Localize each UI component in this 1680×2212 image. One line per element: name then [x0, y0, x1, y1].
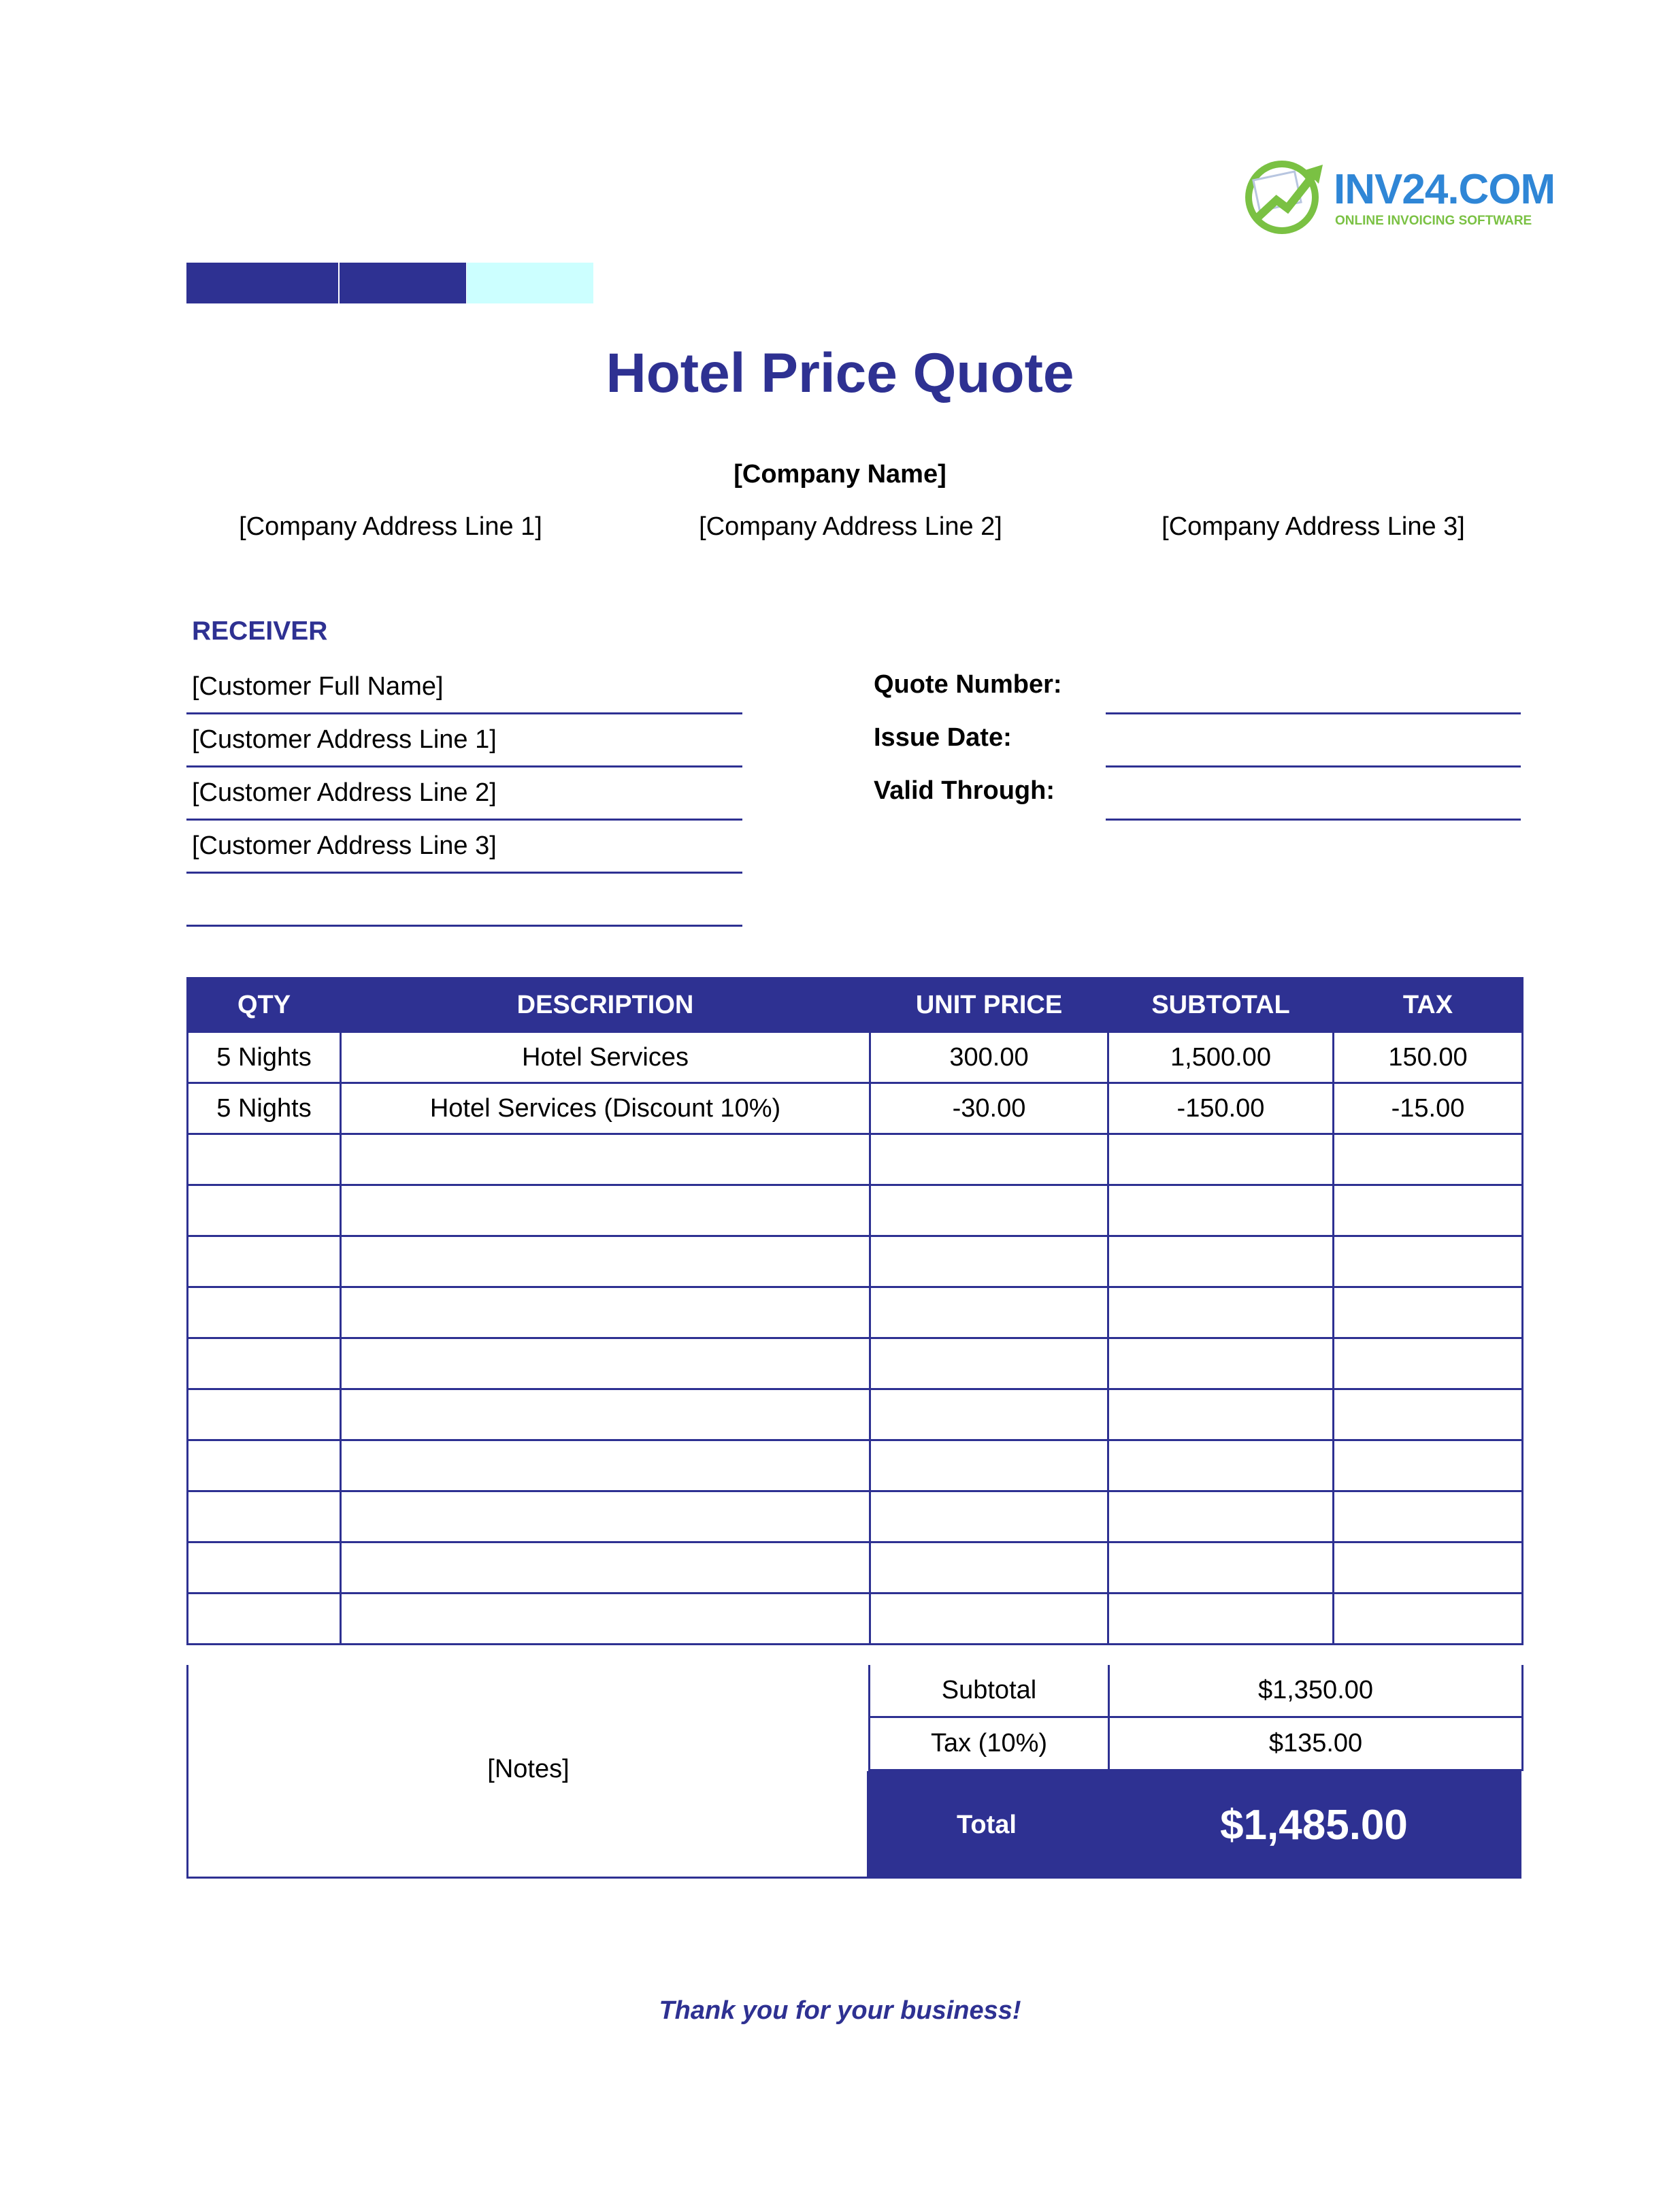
cell-description[interactable]	[341, 1594, 870, 1645]
total-label: Total	[957, 1810, 1017, 1839]
table-row	[188, 1287, 1523, 1338]
cell-subtotal[interactable]: -150.00	[1108, 1083, 1334, 1134]
cell-unit-price[interactable]	[870, 1236, 1108, 1287]
table-row	[188, 1134, 1523, 1185]
cell-description[interactable]	[341, 1389, 870, 1440]
cell-qty[interactable]	[188, 1338, 341, 1389]
accent-bar-dark-2	[340, 263, 466, 303]
receiver-heading: RECEIVER	[192, 616, 328, 646]
cell-subtotal[interactable]	[1108, 1594, 1334, 1645]
cell-subtotal[interactable]	[1108, 1542, 1334, 1594]
table-row	[188, 1185, 1523, 1236]
notes-text: [Notes]	[487, 1755, 570, 1783]
cell-qty[interactable]	[188, 1389, 341, 1440]
cell-tax[interactable]	[1334, 1185, 1523, 1236]
cell-description[interactable]	[341, 1338, 870, 1389]
cell-qty[interactable]	[188, 1134, 341, 1185]
company-address-line-1: [Company Address Line 1]	[239, 512, 542, 541]
cell-qty[interactable]: 5 Nights	[188, 1083, 341, 1134]
cell-unit-price[interactable]: 300.00	[870, 1032, 1108, 1083]
items-table	[186, 977, 1523, 1645]
valid-through-label: Valid Through:	[874, 776, 1055, 805]
cell-qty[interactable]	[188, 1491, 341, 1542]
cell-qty[interactable]	[188, 1594, 341, 1645]
table-row	[188, 1338, 1523, 1389]
logo-name: INV24.COM	[1334, 166, 1555, 213]
customer-address-line-2-field[interactable]	[186, 767, 742, 821]
cell-tax[interactable]	[1334, 1236, 1523, 1287]
cell-tax[interactable]	[1334, 1542, 1523, 1594]
quote-number-label: Quote Number:	[874, 670, 1062, 699]
cell-description[interactable]	[341, 1134, 870, 1185]
customer-address-line-1: [Customer Address Line 1]	[192, 725, 497, 754]
customer-full-name: [Customer Full Name]	[192, 672, 444, 701]
subtotal-row	[868, 1665, 1523, 1718]
table-row	[188, 1594, 1523, 1645]
subtotal-value: $1,350.00	[1257, 1676, 1374, 1704]
cell-description[interactable]	[341, 1185, 870, 1236]
table-row	[188, 1440, 1523, 1491]
issue-date-field[interactable]	[1106, 763, 1521, 767]
cell-unit-price[interactable]	[870, 1287, 1108, 1338]
cell-tax[interactable]	[1334, 1338, 1523, 1389]
header-unit-price: UNIT PRICE	[870, 978, 1108, 1032]
summary-section	[186, 1665, 1521, 1879]
cell-unit-price[interactable]	[870, 1491, 1108, 1542]
cell-qty[interactable]	[188, 1185, 341, 1236]
cell-qty[interactable]	[188, 1287, 341, 1338]
cell-subtotal[interactable]	[1108, 1236, 1334, 1287]
tax-label: Tax (10%)	[870, 1718, 1110, 1769]
thank-you-message: Thank you for your business!	[659, 1996, 1021, 2025]
table-row	[188, 1542, 1523, 1594]
subtotal-label: Subtotal	[870, 1665, 1110, 1716]
issue-date-label: Issue Date:	[874, 723, 1012, 752]
header-subtotal: SUBTOTAL	[1108, 978, 1334, 1032]
valid-through-field[interactable]	[1106, 816, 1521, 821]
cell-description[interactable]	[341, 1236, 870, 1287]
header-qty: QTY	[188, 978, 341, 1032]
tax-row	[868, 1718, 1523, 1771]
customer-extra-line-field[interactable]	[186, 873, 742, 927]
header-tax: TAX	[1334, 978, 1523, 1032]
page-title: Hotel Price Quote	[606, 342, 1074, 404]
tax-value: $135.00	[1268, 1729, 1363, 1757]
cell-tax[interactable]	[1334, 1389, 1523, 1440]
cell-unit-price[interactable]	[870, 1594, 1108, 1645]
table-row	[188, 1389, 1523, 1440]
table-row	[188, 1236, 1523, 1287]
cell-unit-price[interactable]	[870, 1338, 1108, 1389]
quote-number-field[interactable]	[1106, 710, 1521, 714]
cell-subtotal[interactable]	[1108, 1134, 1334, 1185]
table-row	[188, 1491, 1523, 1542]
cell-description[interactable]	[341, 1287, 870, 1338]
cell-qty[interactable]	[188, 1236, 341, 1287]
table-row	[188, 1083, 1523, 1134]
customer-address-line-3-field[interactable]	[186, 820, 742, 874]
accent-bar-dark-1	[186, 263, 338, 303]
total-row	[867, 1771, 1521, 1879]
customer-address-line-3: [Customer Address Line 3]	[192, 831, 497, 860]
cell-unit-price[interactable]	[870, 1440, 1108, 1491]
cell-description[interactable]: Hotel Services (Discount 10%)	[341, 1083, 870, 1134]
cell-subtotal[interactable]	[1108, 1491, 1334, 1542]
company-name: [Company Name]	[734, 460, 946, 489]
cell-tax[interactable]	[1334, 1440, 1523, 1491]
total-value: $1,485.00	[1220, 1801, 1408, 1849]
cell-tax[interactable]: -15.00	[1334, 1083, 1523, 1134]
cell-description[interactable]: Hotel Services	[341, 1032, 870, 1083]
cell-description[interactable]	[341, 1440, 870, 1491]
logo-tagline: ONLINE INVOICING SOFTWARE	[1335, 214, 1532, 228]
table-row	[188, 1032, 1523, 1083]
cell-unit-price[interactable]	[870, 1542, 1108, 1594]
cell-subtotal[interactable]	[1108, 1440, 1334, 1491]
cell-unit-price[interactable]	[870, 1134, 1108, 1185]
cell-tax[interactable]	[1334, 1134, 1523, 1185]
cell-tax[interactable]	[1334, 1491, 1523, 1542]
customer-address-line-1-field[interactable]	[186, 714, 742, 767]
cell-qty[interactable]	[188, 1542, 341, 1594]
cell-qty[interactable]: 5 Nights	[188, 1032, 341, 1083]
cell-tax[interactable]: 150.00	[1334, 1032, 1523, 1083]
cell-tax[interactable]	[1334, 1594, 1523, 1645]
cell-subtotal[interactable]	[1108, 1389, 1334, 1440]
notes-box[interactable]	[186, 1665, 868, 1879]
cell-subtotal[interactable]	[1108, 1287, 1334, 1338]
company-address-line-3: [Company Address Line 3]	[1162, 512, 1465, 541]
cell-unit-price[interactable]: -30.00	[870, 1083, 1108, 1134]
company-address-line-2: [Company Address Line 2]	[699, 512, 1002, 541]
cell-description[interactable]	[341, 1491, 870, 1542]
customer-full-name-field[interactable]	[186, 661, 742, 714]
accent-bar-light	[467, 263, 593, 303]
cell-subtotal[interactable]	[1108, 1185, 1334, 1236]
cell-tax[interactable]	[1334, 1287, 1523, 1338]
table-header-row	[188, 978, 1523, 1032]
customer-address-line-2: [Customer Address Line 2]	[192, 778, 497, 807]
cell-subtotal[interactable]	[1108, 1338, 1334, 1389]
header-description: DESCRIPTION	[341, 978, 870, 1032]
cell-unit-price[interactable]	[870, 1389, 1108, 1440]
cell-subtotal[interactable]: 1,500.00	[1108, 1032, 1334, 1083]
cell-qty[interactable]	[188, 1440, 341, 1491]
cell-description[interactable]	[341, 1542, 870, 1594]
cell-unit-price[interactable]	[870, 1185, 1108, 1236]
